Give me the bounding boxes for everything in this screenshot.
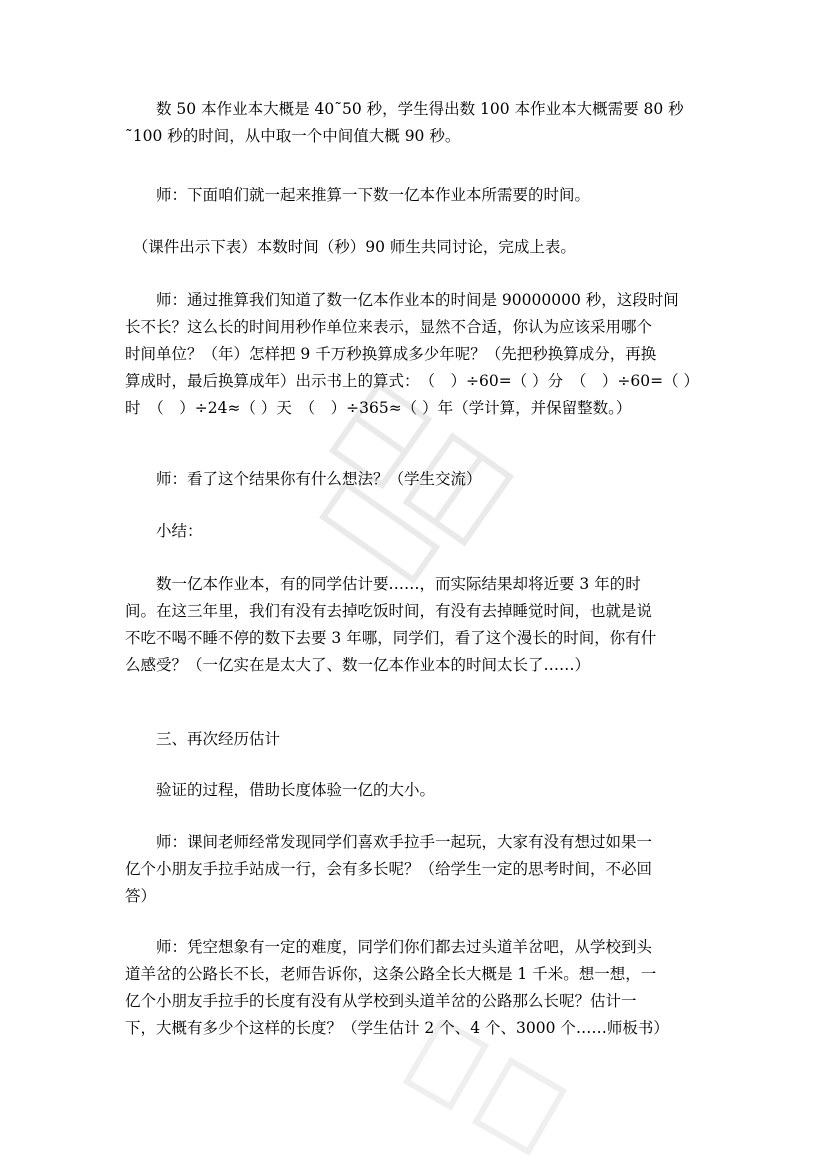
text-line: ˜100 秒的时间，从中取一个中间值大概 90 秒。: [125, 127, 461, 145]
text-line: 数一亿本作业本，有的同学估计要……，而实际结果却将近要 3 年的时: [125, 575, 641, 593]
text-line: 时间单位？（年）怎样把 9 千万秒换算成多少年呢？（先把秒换算成分，再换: [125, 345, 657, 363]
watermark-mark-icon: [370, 1020, 590, 1170]
text-line: 验证的过程，借助长度体验一亿的大小。: [125, 781, 436, 799]
paragraph-2: [125, 182, 725, 209]
text-line: 长不长？这么长的时间用秒作单位来表示，显然不合适，你认为应该采用哪个: [125, 318, 653, 336]
text-line: 师：课间老师经常发现同学们喜欢手拉手一起玩，大家有没有想过如果一: [125, 833, 653, 851]
text-line: 么感受？（一亿实在是太大了、数一亿本作业本的时间太长了……）: [125, 656, 591, 674]
text-line: 数 50 本作业本大概是 40˜50 秒，学生得出数 100 本作业本大概需要 80 秒: [125, 100, 684, 118]
text-line: 师：下面咱们就一起来推算一下数一亿本作业本所需要的时间。: [125, 186, 591, 204]
text-line: （课件出示下表）本数时间（秒）90 师生共同讨论，完成上表。: [125, 238, 576, 256]
text-line: 师：通过推算我们知道了数一亿本作业本的时间是 90000000 秒，这段时间: [125, 291, 679, 309]
paragraph-4: [125, 287, 725, 422]
text-line: 下，大概有多少个这样的长度？（学生估计 2 个、4 个、3000 个……师板书）: [125, 1019, 669, 1037]
paragraph-1: [125, 96, 725, 150]
text-line: 不吃不喝不睡不停的数下去要 3 年哪，同学们，看了这个漫长的时间，你有什: [125, 629, 657, 647]
paragraph-8: [125, 726, 725, 753]
section-heading: 三、再次经历估计: [125, 730, 281, 748]
text-line: 间。在这三年里，我们有没有去掉吃饭时间，有没有去掉睡觉时间，也就是说: [125, 602, 653, 620]
text-line: 亿个小朋友手拉手站成一行，会有多长呢？（给学生一定的思考时间，不必回: [125, 860, 653, 878]
paragraph-5: [125, 466, 725, 493]
paragraph-11: [125, 934, 725, 1042]
text-line: 时 （ ）÷24≈（ ）天 （ ）÷365≈（ ）年（学计算，并保留整数。）: [125, 399, 632, 417]
paragraph-9: [125, 777, 725, 804]
text-line: 道羊岔的公路长不长，老师告诉你，这条公路全长大概是 1 千米。想一想，一: [125, 965, 657, 983]
text-line: 答）: [125, 887, 157, 905]
text-line: 师：看了这个结果你有什么想法？（学生交流）: [125, 470, 482, 488]
paragraph-10: [125, 829, 725, 910]
paragraph-6: [125, 518, 725, 545]
paragraph-3: [125, 234, 725, 261]
text-line: 小结：: [125, 522, 203, 540]
text-line: 算成时，最后换算成年）出示书上的算式： （ ）÷60=（ ）分 （ ）÷60=（ ）: [125, 372, 700, 390]
text-line: 亿个小朋友手拉手的长度有没有从学校到头道羊岔的公路那么长呢？估计一: [125, 992, 637, 1010]
text-line: 师：凭空想象有一定的难度，同学们你们都去过头道羊岔吧，从学校到头: [125, 938, 653, 956]
paragraph-7: [125, 571, 725, 679]
